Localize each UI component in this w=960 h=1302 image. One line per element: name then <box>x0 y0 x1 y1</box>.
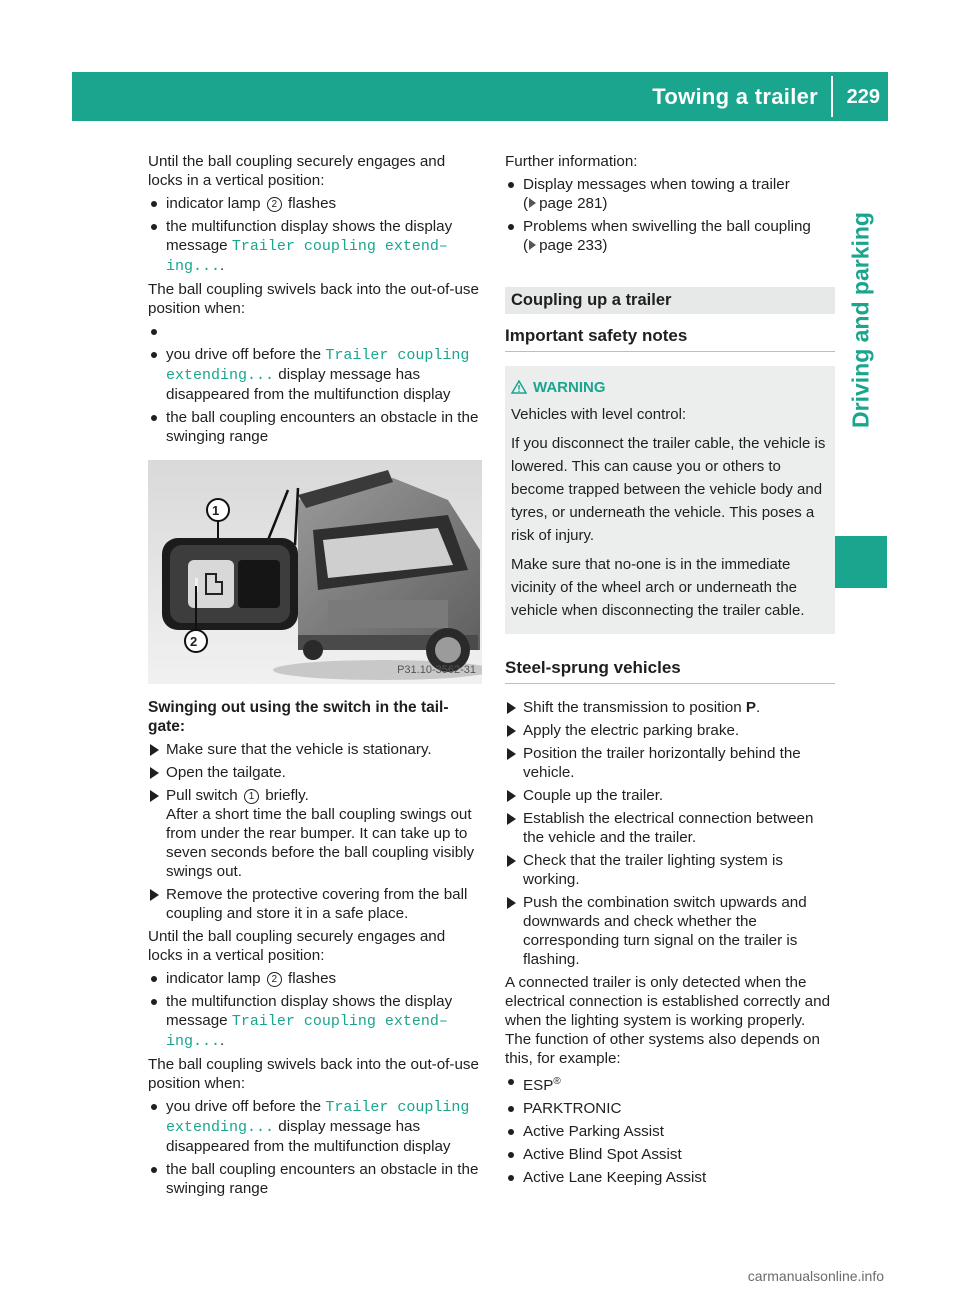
list-item: you drive off before the Trailer coupling extending... display message has disappeared from the multifunction display <box>148 345 482 404</box>
step-arrow-icon <box>150 767 159 779</box>
list-item: indicator lamp 2 flashes <box>148 194 482 213</box>
list-item: you drive off before the Trailer coupling extending... display message has disappeared from the multifunction display <box>148 1097 482 1156</box>
list-item: indicator lamp 2 flashes <box>148 969 482 988</box>
list-item: Active Parking Assist <box>505 1122 835 1141</box>
step: Check that the trailer lighting system is working. <box>505 851 835 889</box>
tailgate-switch-photo <box>148 460 482 684</box>
step: Push the combination switch upwards and downwards and check whether the corresponding turn signal on the trailer is flashing. <box>505 893 835 969</box>
callout-2-icon: 2 <box>267 972 282 987</box>
paragraph: The ball coupling swivels back into the out-of-use position when: <box>148 281 479 317</box>
warning-text: Vehicles with level control: <box>511 406 687 423</box>
page-reference-link[interactable]: page 233 <box>539 237 603 254</box>
warning-title: WARNING <box>511 376 829 399</box>
warning-text: If you disconnect the trailer cable, the vehicle is lowered. This can cause you or others to become trapped between the vehicle body and tyres, or underneath the vehicle. This poses a risk of injury. <box>511 435 826 544</box>
step: Make sure that the vehicle is stationary. <box>148 740 482 759</box>
page-ref-arrow-icon <box>529 240 536 250</box>
step-arrow-icon <box>507 790 516 802</box>
list-item: the ball coupling encounters an obstacle in the swinging range <box>148 408 482 446</box>
left-column <box>148 152 482 1202</box>
list-item: the multifunction display shows the display message Trailer coupling extend– ing.... <box>148 217 482 276</box>
step: Pull switch 1 briefly. After a short time the ball coupling swings out from under the rear bumper. It can take up to seven seconds before the ball coupling visibly swings out. <box>148 786 482 881</box>
page-number: 229 <box>846 86 880 108</box>
subheading: Steel-sprung vehicles <box>505 658 835 684</box>
step-arrow-icon <box>507 702 516 714</box>
right-column <box>505 152 835 1191</box>
photo-code: P31.10-3562-31 <box>397 664 476 676</box>
list-item: Active Lane Keeping Assist <box>505 1168 835 1187</box>
step: Open the tailgate. <box>148 763 482 782</box>
step-arrow-icon <box>507 855 516 867</box>
list-item: the ball coupling encounters an obstacle in the swinging range <box>148 1160 482 1198</box>
step: Shift the transmission to position P. <box>505 698 835 717</box>
section-title: Coupling up a trailer <box>505 287 835 314</box>
list-item: Active Blind Spot Assist <box>505 1145 835 1164</box>
callout-2-icon: 2 <box>190 634 198 649</box>
list-item: Display messages when towing a trailer ( page 281) <box>505 175 835 213</box>
side-tab-marker <box>835 536 887 588</box>
list-item: ESP® <box>505 1072 835 1095</box>
footer-watermark: carmanualsonline.info <box>747 1268 884 1284</box>
step-arrow-icon <box>507 897 516 909</box>
side-tab-label: Driving and parking <box>847 212 874 428</box>
header-divider <box>831 76 833 117</box>
step-arrow-icon <box>150 744 159 756</box>
warning-box <box>505 366 835 634</box>
step-arrow-icon <box>507 748 516 760</box>
paragraph: Until the ball coupling securely engages and locks in a vertical position: <box>148 928 446 964</box>
display-message: Trailer coupling extending... <box>166 1099 470 1136</box>
list-item: PARKTRONIC <box>505 1099 835 1118</box>
callout-1-icon: 1 <box>244 789 259 804</box>
step: Position the trailer horizontally behind the vehicle. <box>505 744 835 782</box>
list-item: the multifunction display shows the display message Trailer coupling extend– ing.... <box>148 992 482 1051</box>
warning-triangle-icon <box>511 380 527 394</box>
warning-text: Make sure that no-one is in the immediate vicinity of the wheel arch or underneath the vehicle when disconnecting the trailer cable. <box>511 556 805 619</box>
page-ref-arrow-icon <box>529 198 536 208</box>
step-arrow-icon <box>507 813 516 825</box>
display-message: Trailer coupling extend– ing... <box>166 238 448 275</box>
paragraph: Until the ball coupling securely engages and locks in a vertical position: <box>148 153 446 189</box>
paragraph: A connected trailer is only detected when the electrical connection is established correctly and when the lighting system is working properly. The function of other systems also depends on this, for example: <box>505 974 831 1067</box>
step-arrow-icon <box>150 889 159 901</box>
step: Remove the protective covering from the ball coupling and store it in a safe place. <box>148 885 482 923</box>
step: Apply the electric parking brake. <box>505 721 835 740</box>
side-tab <box>835 160 887 480</box>
callout-2-icon: 2 <box>267 197 282 212</box>
page-reference-link[interactable]: page 281 <box>539 195 603 212</box>
paragraph: The ball coupling swivels back into the out-of-use position when: <box>148 1056 479 1092</box>
step-arrow-icon <box>507 725 516 737</box>
callout-1-icon: 1 <box>212 503 220 518</box>
header-bar <box>72 72 888 121</box>
subheading: Swinging out using the switch in the tail- gate: <box>148 699 449 735</box>
step: Couple up the trailer. <box>505 786 835 805</box>
step-arrow-icon <box>150 790 159 802</box>
header-title: Towing a trailer <box>652 84 818 109</box>
paragraph: Further information: <box>505 153 638 170</box>
step: Establish the electrical connection between the vehicle and the trailer. <box>505 809 835 847</box>
display-message: Trailer coupling extend– ing... <box>166 1013 448 1050</box>
display-message: Trailer coupling extending... <box>166 347 470 384</box>
list-item-empty <box>148 322 482 341</box>
car-illustration <box>148 460 482 684</box>
list-item: Problems when swivelling the ball coupling ( page 233) <box>505 217 835 255</box>
step-detail: After a short time the ball coupling swings out from under the rear bumper. It can take up to seven seconds before the ball coupling visibly swings out. <box>166 806 475 880</box>
subheading: Important safety notes <box>505 326 835 352</box>
